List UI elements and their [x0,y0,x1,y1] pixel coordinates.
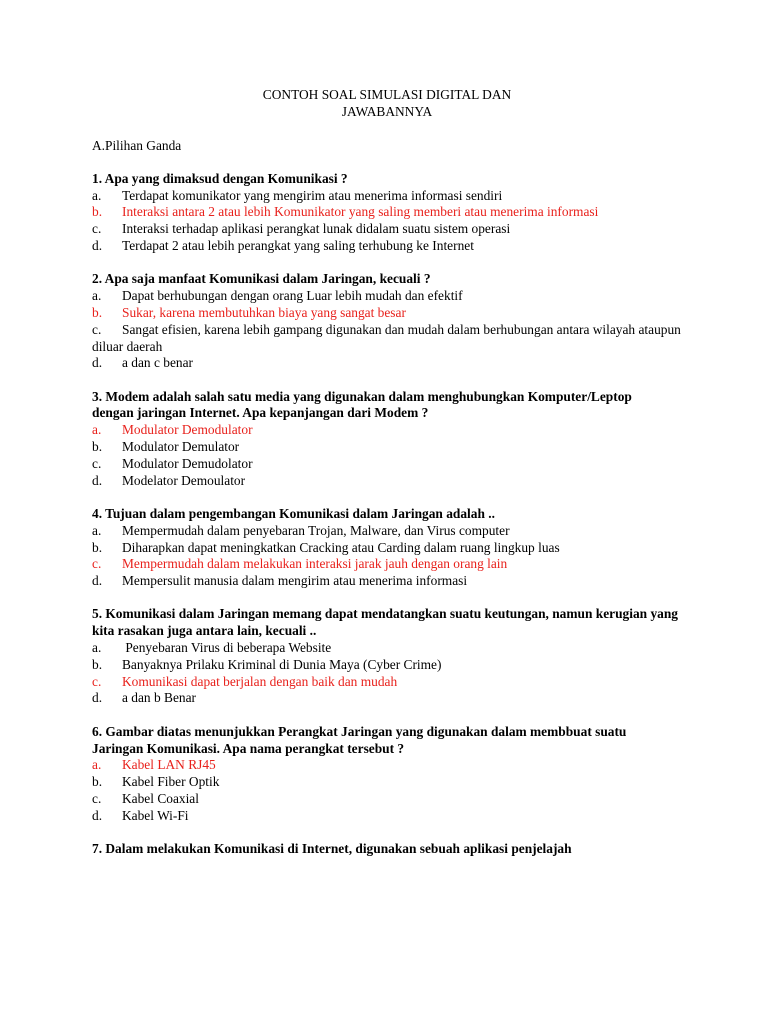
question-text: 7. Dalam melakukan Komunikasi di Internet, digunakan sebuah aplikasi penjelajah [92,840,572,856]
answer-option [92,288,682,305]
answer-option [92,188,682,205]
answer-option [92,690,682,707]
option-letter: d. [92,355,103,371]
question-block [92,506,682,590]
question-text: 5. Komunikasi dalam Jaringan memang dapat mendatangkan suatu keutungan, namun kerugian yang kita rasakan juga antara lain, kecuali .. [92,606,678,639]
option-letter: d. [92,573,103,589]
option-text: Banyaknya Prilaku Kriminal di Dunia Maya (Cyber Crime) [122,656,442,672]
answer-option [92,791,682,808]
answer-option [92,221,682,238]
option-text: a dan b Benar [122,690,196,706]
answer-option [92,238,682,255]
option-letter: c. [92,221,102,237]
answer-option [92,640,682,657]
answer-option [92,355,682,372]
section-heading: A.Pilihan Ganda [92,137,182,153]
option-letter: c. [92,556,102,572]
option-text: Kabel Wi-Fi [122,807,189,823]
option-letter: a. [92,422,102,438]
question-list [92,171,682,858]
option-text: Kabel Coaxial [122,790,199,806]
question-text: 3. Modem adalah salah satu media yang digunakan dalam menghubungkan Komputer/Leptop [92,388,632,404]
option-text: Terdapat komunikator yang mengirim atau menerima informasi sendiri [122,187,503,203]
option-letter: d. [92,807,103,823]
option-text: Interaksi terhadap aplikasi perangkat lunak didalam suatu sistem operasi [122,221,511,237]
answer-option [92,657,682,674]
answer-option [92,774,682,791]
option-text: Modulator Demulator [122,439,240,455]
option-text: Mempermudah dalam melakukan interaksi jarak jauh dengan orang lain [122,556,508,572]
option-text: Modelator Demoulator [122,472,246,488]
document-page [92,87,682,858]
document-title-line-2: JAWABANNYA [341,103,433,119]
answer-option [92,473,682,490]
answer-option-correct [92,757,682,774]
option-letter: b. [92,304,103,320]
option-text: Dapat berhubungan dengan orang Luar lebih mudah dan efektif [122,288,463,304]
answer-option [92,456,682,473]
option-letter: a. [92,522,102,538]
question-block [92,724,682,825]
option-letter: b. [92,439,103,455]
option-text: Kabel LAN RJ45 [122,757,216,773]
question-block [92,606,682,707]
option-text: Mempersulit manusia dalam mengirim atau menerima informasi [122,573,468,589]
option-letter: c. [92,455,102,471]
option-letter: d. [92,238,103,254]
question-text: 4. Tujuan dalam pengembangan Komunikasi dalam Jaringan adalah .. [92,505,495,521]
option-letter: c. [92,790,102,806]
option-text: Kabel Fiber Optik [122,774,220,790]
answer-option-correct [92,674,682,691]
answer-option-correct [92,556,682,573]
answer-option-correct [92,305,682,322]
option-letter: c. [92,673,102,689]
question-block [92,841,682,858]
option-letter: b. [92,774,103,790]
answer-option-correct [92,422,682,439]
document-title-line-1: CONTOH SOAL SIMULASI DIGITAL DAN [262,87,512,102]
option-text: Penyebaran Virus di beberapa Website [122,640,332,656]
question-text: 1. Apa yang dimaksud dengan Komunikasi ? [92,170,348,186]
option-letter: d. [92,690,103,706]
option-text: Modulator Demodulator [122,422,253,438]
option-text: Sukar, karena membutuhkan biaya yang sangat besar [122,304,406,320]
option-letter: b. [92,204,103,220]
answer-option-correct [92,204,682,221]
question-text-continued: Jaringan Komunikasi. Apa nama perangkat tersebut ? [92,740,405,756]
option-text: Interaksi antara 2 atau lebih Komunikator yang saling memberi atau menerima informasi [122,204,599,220]
answer-option [92,322,682,356]
question-text: 6. Gambar diatas menunjukkan Perangkat Jaringan yang digunakan dalam membbuat suatu [92,723,627,739]
option-letter: a. [92,187,102,203]
option-text: Komunikasi dapat berjalan dengan baik dan mudah [122,673,398,689]
option-letter: a. [92,757,102,773]
answer-option [92,523,682,540]
option-text: Mempermudah dalam penyebaran Trojan, Malware, dan Virus computer [122,522,510,538]
option-letter: c. [92,321,102,337]
option-text: Diharapkan dapat meningkatkan Cracking atau Carding dalam ruang lingkup luas [122,539,560,555]
answer-option [92,808,682,825]
question-block [92,271,682,372]
question-text: 2. Apa saja manfaat Komunikasi dalam Jaringan, kecuali ? [92,271,431,287]
answer-option [92,573,682,590]
option-letter: b. [92,656,103,672]
option-letter: d. [92,472,103,488]
option-letter: a. [92,640,102,656]
option-text: Terdapat 2 atau lebih perangkat yang saling terhubung ke Internet [122,238,474,254]
answer-option [92,540,682,557]
question-block [92,389,682,490]
question-block [92,171,682,255]
option-letter: a. [92,288,102,304]
option-letter: b. [92,539,103,555]
option-text: Sangat efisien, karena lebih gampang digunakan dan mudah dalam berhubungan antara wilayah ataupun diluar daerah [92,321,681,354]
question-text-continued: dengan jaringan Internet. Apa kepanjangan dari Modem ? [92,405,429,421]
option-text: Modulator Demudolator [122,455,253,471]
option-text: a dan c benar [122,355,194,371]
answer-option [92,439,682,456]
